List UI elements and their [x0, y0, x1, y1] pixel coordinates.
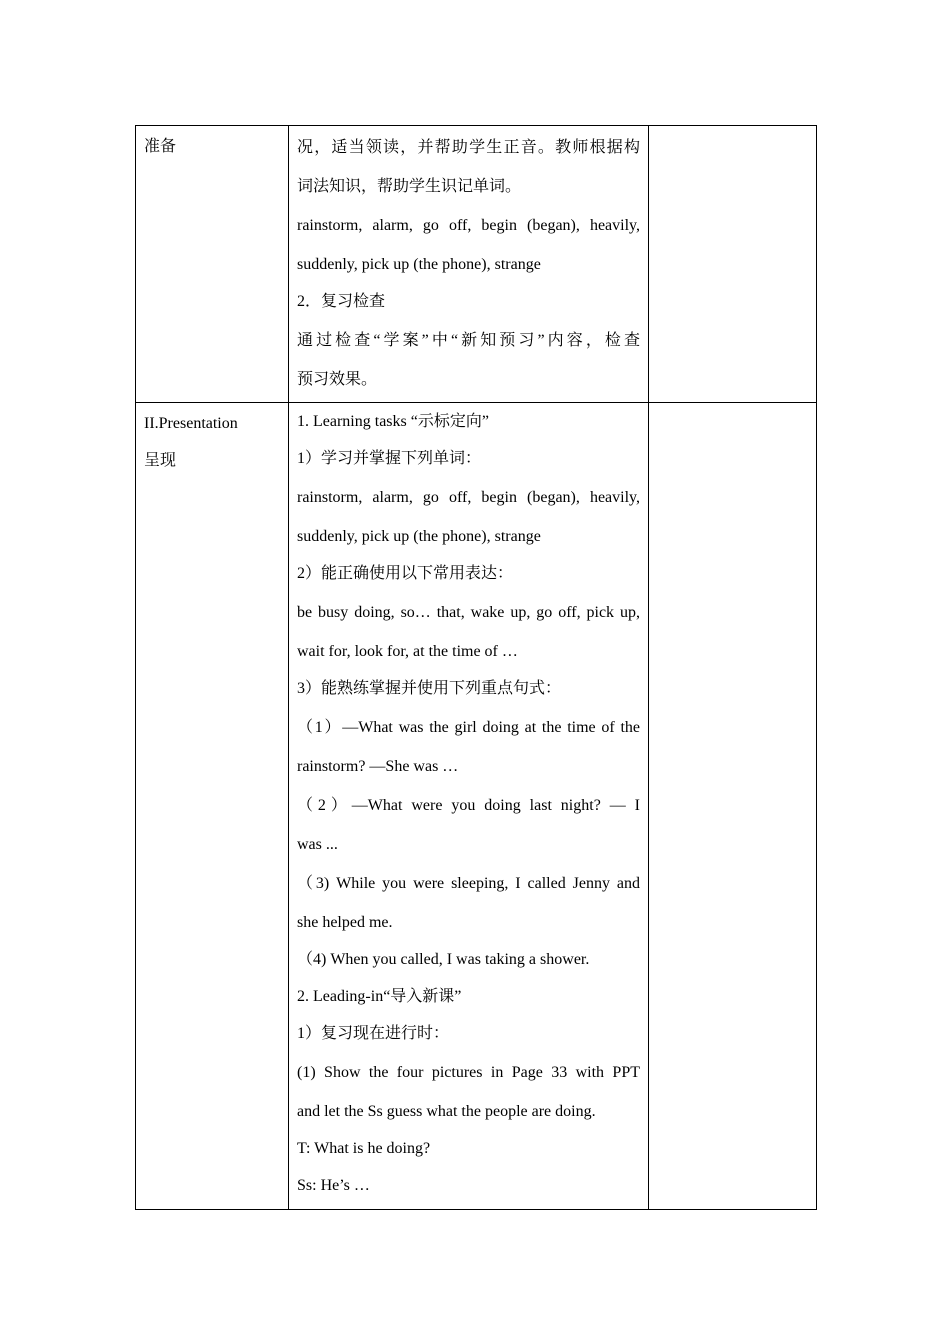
table-row-preparation [136, 126, 817, 403]
lesson-plan-table [135, 125, 817, 1210]
activity-cell [289, 126, 649, 403]
activity-line: （4) When you called, I was taking a shower. [297, 951, 590, 968]
stage-label-cn: 呈现 [144, 452, 177, 469]
activity-line: and let the Ss guess what the people are doing. [297, 1103, 596, 1120]
activity-line: rainstorm, alarm, go off, begin (began), heavily, [297, 217, 640, 234]
activity-cell [289, 403, 649, 1210]
activity-line: 况，适当领读，并帮助学生正音。教师根据构 [297, 139, 640, 156]
activity-line: Ss: He’s … [297, 1177, 370, 1194]
activity-line: wait for, look for, at the time of … [297, 643, 518, 660]
activity-line: she helped me. [297, 914, 393, 931]
activity-line: （2）—What were you doing last night? — I [297, 797, 640, 814]
activity-line: suddenly, pick up (the phone), strange [297, 528, 541, 545]
stage-label: 准备 [144, 138, 177, 155]
activity-line: T: What is he doing? [297, 1140, 431, 1157]
activity-line: suddenly, pick up (the phone), strange [297, 256, 541, 273]
activity-line: （3) While you were sleeping, I called Jenny and [297, 875, 640, 892]
activity-line: (1) Show the four pictures in Page 33 with PPT [297, 1064, 640, 1081]
activity-line: was ... [297, 836, 338, 853]
activity-line: 2）能正确使用以下常用表达： [297, 565, 514, 582]
notes-cell [649, 126, 817, 403]
activity-line: rainstorm? —She was … [297, 758, 459, 775]
activity-line: 2．复习检查 [297, 293, 386, 310]
activity-line: 词法知识，帮助学生识记单词。 [297, 178, 522, 195]
activity-line: be busy doing, so… that, wake up, go off, pick up, [297, 604, 640, 621]
stage-cell [136, 126, 289, 403]
activity-line: 1）学习并掌握下列单词： [297, 450, 482, 467]
activity-line: 通过检查“学案”中“新知预习”内容，检查 [297, 332, 640, 349]
notes-cell [649, 403, 817, 1210]
activity-line: 预习效果。 [297, 371, 378, 388]
activity-line: 1. Learning tasks “示标定向” [297, 413, 489, 430]
activity-line: 1）复习现在进行时： [297, 1025, 450, 1042]
activity-line: 2. Leading-in“导入新课” [297, 988, 462, 1005]
table-row-presentation [136, 403, 817, 1210]
stage-cell [136, 403, 289, 1210]
activity-line: 3）能熟练掌握并使用下列重点句式： [297, 680, 562, 697]
activity-line: rainstorm, alarm, go off, begin (began), heavily, [297, 489, 640, 506]
stage-label-en: II.Presentation [144, 415, 238, 432]
activity-line: （1）—What was the girl doing at the time of the [297, 719, 640, 736]
